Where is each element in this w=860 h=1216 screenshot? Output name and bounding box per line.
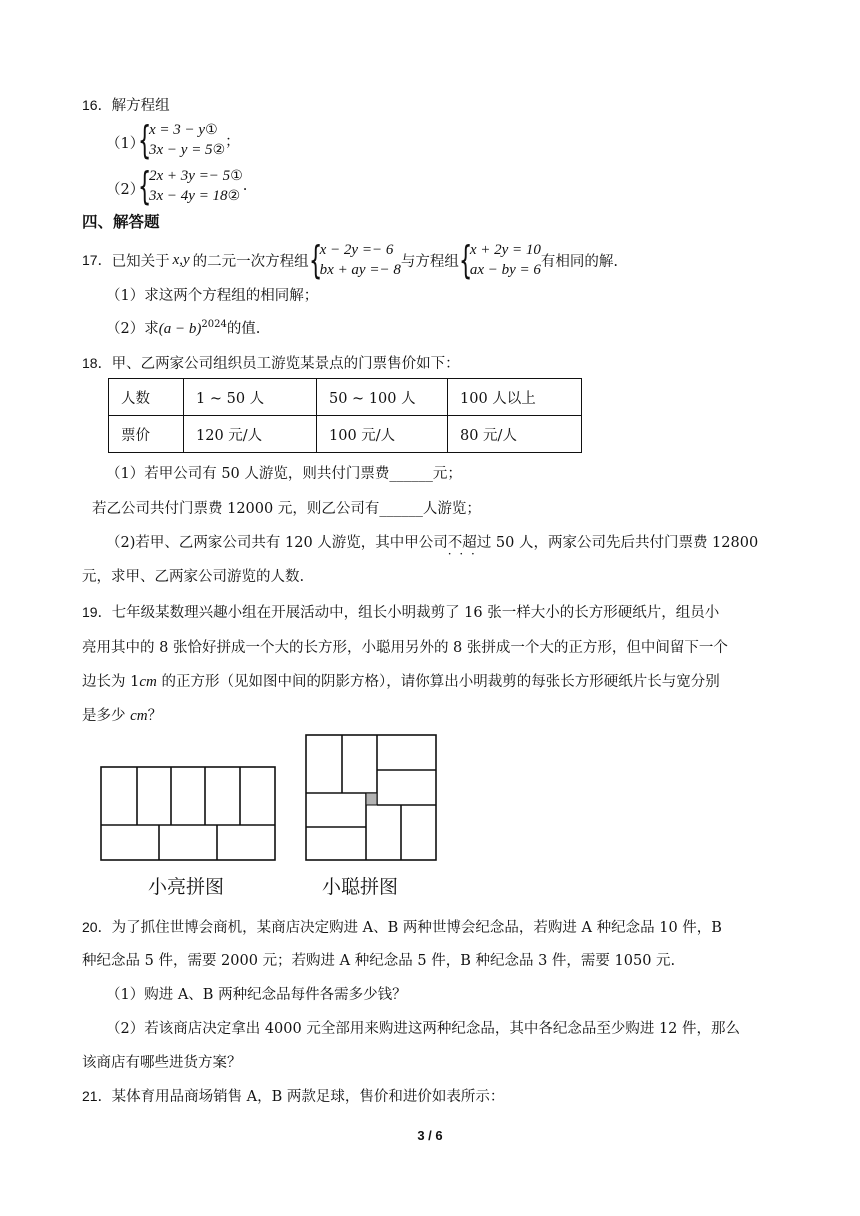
- q20-number: 20．: [82, 919, 112, 935]
- table-cell: 120 元/人: [184, 416, 317, 453]
- q19-line3: 边长为 1cm 的正方形（见如图中间的阴影方格），请你算出小明裁剪的每张长方形硬纸片长与宽分别: [82, 674, 720, 690]
- caption-xiaocong: 小聪拼图: [322, 876, 399, 898]
- q21-number: 21．: [82, 1088, 112, 1104]
- q17-mid: 的二元一次方程组: [192, 253, 309, 270]
- q21-line1: 21．某体育用品商场销售 A，B 两款足球，售价和进价如表所示：: [82, 1088, 505, 1105]
- q17-number: 17．: [82, 252, 112, 268]
- q18-line1: （1）若甲公司有 50 人游览，则共付门票费______元；: [106, 466, 462, 482]
- q17-part1: （1）求这两个方程组的相同解；: [106, 288, 319, 304]
- page-number: 3 / 6: [417, 1128, 443, 1143]
- brace-icon: {: [458, 238, 473, 282]
- q18-intro: 甲、乙两家公司组织员工游览某景点的门票售价如下：: [111, 356, 460, 372]
- q16-p2-eq1: 2x + 3y =− 5①: [149, 168, 243, 184]
- q19-line1: 19．七年级某数理兴趣小组在开展活动中，组长小明裁剪了 16 张一样大小的长方形硬纸片，组员小: [82, 604, 720, 621]
- q16-p1-eq1: x = 3 − y①: [149, 122, 218, 138]
- q17-s2-eq1: x + 2y = 10: [469, 242, 541, 258]
- shaded-center-square: [366, 793, 377, 805]
- emphasis-dots: 不超过 · · ·: [448, 531, 492, 552]
- table-cell: 100 元/人: [317, 416, 448, 453]
- q18-line4: 元，求甲、乙两家公司游览的人数.: [82, 569, 305, 585]
- caption-xiaoliang: 小亮拼图: [148, 876, 225, 898]
- q19-line4: 是多少 cm？: [82, 708, 163, 724]
- q16-part1-label: （1）: [106, 136, 145, 152]
- brace-icon: {: [308, 238, 322, 282]
- q17-post: 有相同的解.: [540, 253, 619, 270]
- xiaoliang-rectangle-figure: [101, 767, 275, 860]
- brace-icon: {: [138, 118, 152, 162]
- q16-number: 16．: [82, 97, 112, 113]
- q18-line2: 若乙公司共付门票费 12000 元，则乙公司有______人游览；: [92, 501, 481, 517]
- q17-s1-eq1: x − 2y =− 6: [319, 242, 394, 258]
- q20-line1: 20．为了抓住世博会商机，某商店决定购进 A、B 两种世博会纪念品，若购进 A 种纪念品 10 件，B: [82, 919, 722, 936]
- q16-p1-eq2: 3x − y = 5②: [149, 142, 226, 158]
- q16-p1-end: ；: [225, 133, 240, 150]
- q17-s2-eq2: ax − by = 6: [469, 262, 541, 278]
- q20-line3: （1）购进 A、B 两种纪念品每件各需多少钱？: [106, 987, 407, 1003]
- q17-part2: （2）求$(a - b)^{2024}$的值.: [106, 319, 261, 337]
- table-cell: 票价: [109, 416, 184, 453]
- q20-line2: 种纪念品 5 件，需要 2000 元；若购进 A 种纪念品 5 件，B 种纪念品 3 件，需要 1050 元.: [82, 953, 676, 969]
- q17-vars: x,y: [172, 251, 190, 268]
- table-cell: 1 ~ 50 人: [184, 379, 317, 416]
- q16-title: 解方程组: [111, 98, 170, 114]
- section-heading: 四、解答题: [82, 213, 160, 231]
- q19-line2: 亮用其中的 8 张恰好拼成一个大的长方形，小聪用另外的 8 张拼成一个大的正方形，但中间留下一个: [82, 640, 728, 656]
- q16-p2-eq2: 3x − 4y = 18②: [149, 188, 241, 204]
- q20-line4: （2）若该商店决定拿出 4000 元全部用来购进这两种纪念品，其中各纪念品至少购进 12 件，那么: [106, 1021, 741, 1037]
- q17-link: 与方程组: [400, 253, 459, 270]
- q19-number: 19．: [82, 604, 112, 620]
- table-cell: 100 人以上: [448, 379, 582, 416]
- q16-p2-end: .: [242, 178, 248, 194]
- table-cell: 50 ~ 100 人: [317, 379, 448, 416]
- q16-part2-label: （2）: [106, 182, 145, 198]
- q18-number: 18．: [82, 355, 112, 371]
- brace-icon: {: [138, 164, 152, 208]
- q20-line5: 该商店有哪些进货方案？: [82, 1055, 242, 1071]
- table-cell: 人数: [109, 379, 184, 416]
- q17-pre: 已知关于: [111, 253, 170, 270]
- table-cell: 80 元/人: [448, 416, 582, 453]
- q18-line3: （2)若甲、乙两家公司共有 120 人游览，其中甲公司不超过 · · · 50 人，两家公司先后共付门票费 12800: [106, 531, 758, 552]
- q17-s1-eq2: bx + ay =− 8: [319, 262, 401, 278]
